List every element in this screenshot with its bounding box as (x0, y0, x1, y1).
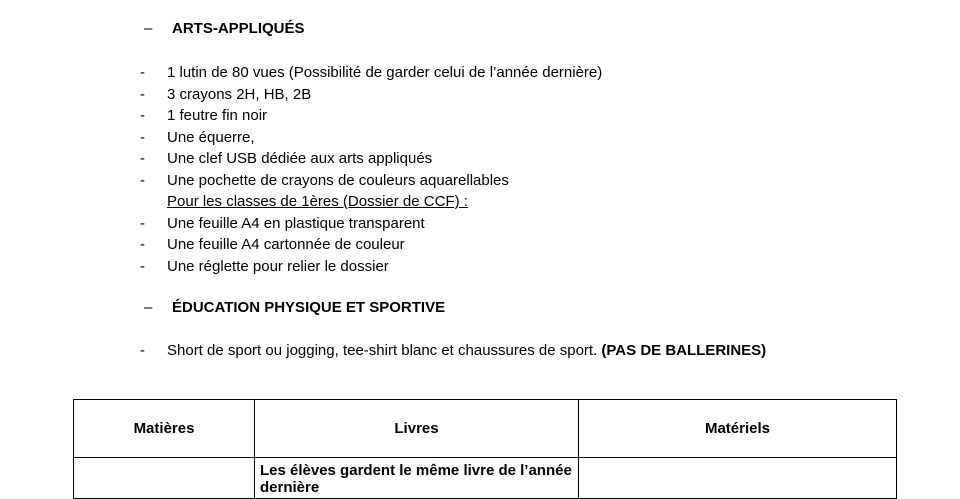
section-title-arts (144, 20, 305, 38)
list-item: - Une pochette de crayons de couleurs aquarellables (140, 171, 509, 189)
list-item: - 3 crayons 2H, HB, 2B (140, 85, 312, 103)
table-cell-materiels (579, 458, 897, 499)
header-livres: Livres (255, 400, 579, 458)
table-cell-matiere (74, 458, 255, 499)
table-cell-livres: Les élèves gardent le même livre de l’année dernière (255, 458, 579, 499)
section-title-text: ARTS-APPLIQUÉS (172, 20, 305, 37)
section-dash: – (144, 20, 153, 37)
list-item: - Une feuille A4 en plastique transparent (140, 214, 425, 232)
list-item: - Short de sport ou jogging, tee-shirt blanc et chaussures de sport. (PAS DE BALLERINES) (140, 342, 767, 359)
list-item: - Une feuille A4 cartonnée de couleur (140, 236, 405, 253)
list-item: - 1 feutre fin noir (140, 107, 268, 124)
list-item: - Une équerre, (140, 128, 255, 146)
arts-supplies-list (140, 62, 602, 277)
no-ballerines-note: (PAS DE BALLERINES) (601, 342, 767, 359)
table-header-row (74, 400, 897, 458)
section-title-text: ÉDUCATION PHYSIQUE ET SPORTIVE (172, 299, 446, 316)
table-row (74, 458, 897, 499)
list-item: - 1 lutin de 80 vues (Possibilité de garder celui de l’année dernière) (140, 64, 603, 81)
supplies-table (73, 399, 897, 499)
list-item: - Une réglette pour relier le dossier (140, 257, 389, 275)
section-title-eps (144, 299, 445, 317)
eps-supplies-list (140, 340, 766, 362)
section-dash: – (144, 299, 153, 316)
header-matieres: Matières (74, 400, 255, 458)
header-materiels: Matériels (579, 400, 897, 458)
subheading-1eres: Pour les classes de 1ères (Dossier de CCF) : (167, 193, 468, 210)
list-item: - Une clef USB dédiée aux arts appliqués (140, 150, 433, 167)
